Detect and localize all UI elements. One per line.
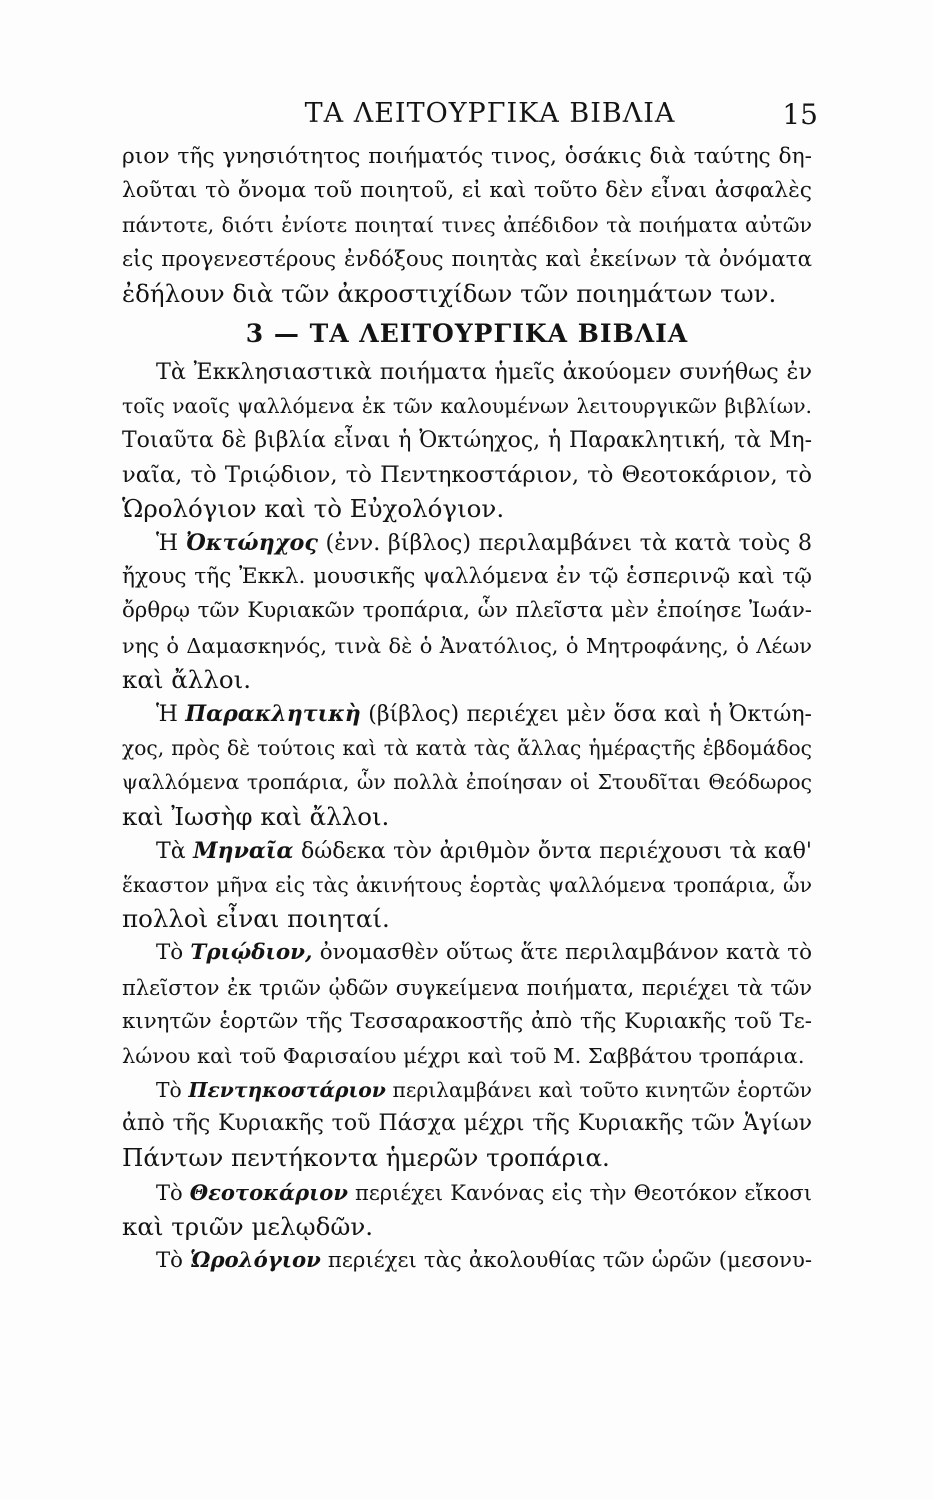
text-line [122,936,812,970]
text-line: ψαλλόμενα τροπάρια, ὧν πολλὰ ἐποίησαν οἱ Στουδῖται Θεόδωρος [122,770,812,795]
text-line [122,1176,812,1210]
paragraph-menaia [122,834,812,937]
book-term-pentekostarion: Πεντηκοστάριον [188,1078,386,1103]
text-line [122,1073,812,1107]
book-term-theotokarion: Θεοτοκάριον [189,1179,348,1205]
lead-word: Τὰ [156,838,194,864]
paragraph-theotokarion [122,1176,812,1244]
text-line: νης ὁ Δαμασκηνός, τινὰ δὲ ὁ Ἀνατόλιος, ὁ Μητροφάνης, ὁ Λέων [122,633,812,658]
text-line: ἀπὸ τῆς Κυριακῆς τοῦ Πάσχα μέχρι τῆς Κυριακῆς τῶν Ἁγίων [122,1111,812,1137]
page-body [122,140,812,1278]
lead-word: Τὸ [156,1078,189,1103]
text-line: καὶ ἄλλοι. [122,664,251,694]
text-line: τοῖς ναοῖς ψαλλόμενα ἐκ τῶν καλουμένων λειτουργικῶν βιβλίων. [122,394,812,419]
line-text: (ἐνν. βίβλος) περιλαμβάνει τὰ κατὰ τοὺς 8 [317,530,812,557]
lead-word: Τὸ [156,1248,191,1273]
text-line: ὄρθρῳ τῶν Κυριακῶν τροπάρια, ὧν πλεῖστα μὲν ἐποίησε Ἰωάν- [122,598,812,624]
paragraph-triodion [122,936,812,1073]
text-line: καὶ Ἰωσὴφ καὶ ἄλλοι. [122,801,390,831]
paragraph-intro [122,140,812,311]
line-text: (βίβλος) περιέχει μὲν ὅσα καὶ ἡ Ὀκτώη- [360,702,812,727]
text-line: ἤχους τῆς Ἐκκλ. μουσικῆς ψαλλόμενα ἐν τῷ ἑσπερινῷ καὶ τῷ [122,564,812,590]
book-term-horologion: Ὡρολόγιον [190,1248,321,1273]
book-term-parakletike: Παρακλητικὴ [185,701,361,727]
lead-word: Τὸ [156,940,191,966]
text-line: Τοιαῦτα δὲ βιβλία εἶναι ἡ Ὀκτώηχος, ἡ Παρακλητική, τὰ Μη- [122,427,812,453]
text-line: ναῖα, τὸ Τριῴδιον, τὸ Πεντηκοστάριον, τὸ Θεοτοκάριον, τὸ [122,461,812,488]
section-heading: 3 — ΤΑ ΛΕΙΤΟΥΡΓΙΚΑ ΒΙΒΛΙΑ [245,318,689,348]
paragraph-horologion [122,1244,812,1278]
line-text: περιλαμβάνει καὶ τοῦτο κινητῶν ἑορτῶν [385,1078,812,1103]
text-line: λώνου καὶ τοῦ Φαρισαίου μέχρι καὶ τοῦ Μ. Σαββάτου τροπάρια. [122,1043,805,1068]
lead-word: Ἡ [156,702,186,727]
text-line: Ὡρολόγιον καὶ τὸ Εὐχολόγιον. [122,493,505,523]
book-term-menaia: Μηναῖα [193,837,294,864]
book-term-oktoechos: Ὀκτώηχος [185,530,318,557]
text-line [122,697,812,731]
text-line: ἕκαστον μῆνα εἰς τὰς ἀκινήτους ἑορτὰς ψαλλόμενα τροπάρια, ὧν [122,872,812,897]
text-line: πάντοτε, διότι ἐνίοτε ποιηταί τινες ἀπέδιδον τὰ ποιήματα αὐτῶν [122,213,812,238]
text-line: Πάντων πεντήκοντα ἡμερῶν τροπάρια. [122,1143,610,1173]
text-line [122,1244,812,1278]
lead-word: Τὸ [156,1179,190,1205]
book-term-triodion: Τριῴδιον, [190,940,313,966]
text-line: πλεῖστον ἐκ τριῶν ᾠδῶν συγκείμενα ποιήματα, περιέχει τὰ τῶν [122,975,812,1000]
paragraph-parakletike [122,697,812,834]
text-line: χος, πρὸς δὲ τούτοις καὶ τὰ κατὰ τὰς ἄλλας ἡμέραςτῆς ἑβδομάδος [122,736,812,761]
line-text: ὀνομασθὲν οὕτως ἅτε περιλαμβάνον κατὰ τὸ [312,940,813,966]
lead-word: Ἡ [156,530,186,557]
paragraph-books [122,355,812,526]
page-number: 15 [782,98,818,131]
text-line: ριον τῆς γνησιότητος ποιήματός τινος, ὁσάκις διὰ ταύτης δη- [122,144,812,169]
text-line: κινητῶν ἑορτῶν τῆς Τεσσαρακοστῆς ἀπὸ τῆς Κυριακῆς τοῦ Τε- [122,1008,812,1034]
running-header: ΤΑ ΛΕΙΤΟΥΡΓΙΚΑ ΒΙΒΛΙΑ [304,98,676,129]
line-text: δώδεκα τὸν ἀριθμὸν ὄντα περιέχουσι τὰ καθ' [293,838,812,864]
text-line: πολλοὶ εἶναι ποιηταί. [122,904,390,934]
text-line: καὶ τριῶν μελῳδῶν. [122,1211,374,1241]
paragraph-oktoechos [122,526,812,697]
text-line: λοῦται τὸ ὄνομα τοῦ ποιητοῦ, εἰ καὶ τοῦτο δὲν εἶναι ἀσφαλὲς [122,178,812,204]
text-line: Τὰ Ἐκκλησιαστικὰ ποιήματα ἡμεῖς ἀκούομεν συνήθως ἐν [156,359,812,386]
text-line: εἰς προγενεστέρους ἐνδόξους ποιητὰς καὶ ἐκείνων τὰ ὀνόματα [122,246,812,272]
paragraph-pentekostarion [122,1073,812,1176]
line-text: περιέχει τὰς ἀκολουθίας τῶν ὡρῶν (μεσονυ- [320,1248,812,1273]
text-line [122,526,812,560]
line-text: περιέχει Κανόνας εἰς τὴν Θεοτόκον εἴκοσι [347,1179,812,1205]
text-line: ἐδήλουν διὰ τῶν ἀκροστιχίδων τῶν ποιημάτων των. [122,278,777,308]
text-line [122,834,812,868]
